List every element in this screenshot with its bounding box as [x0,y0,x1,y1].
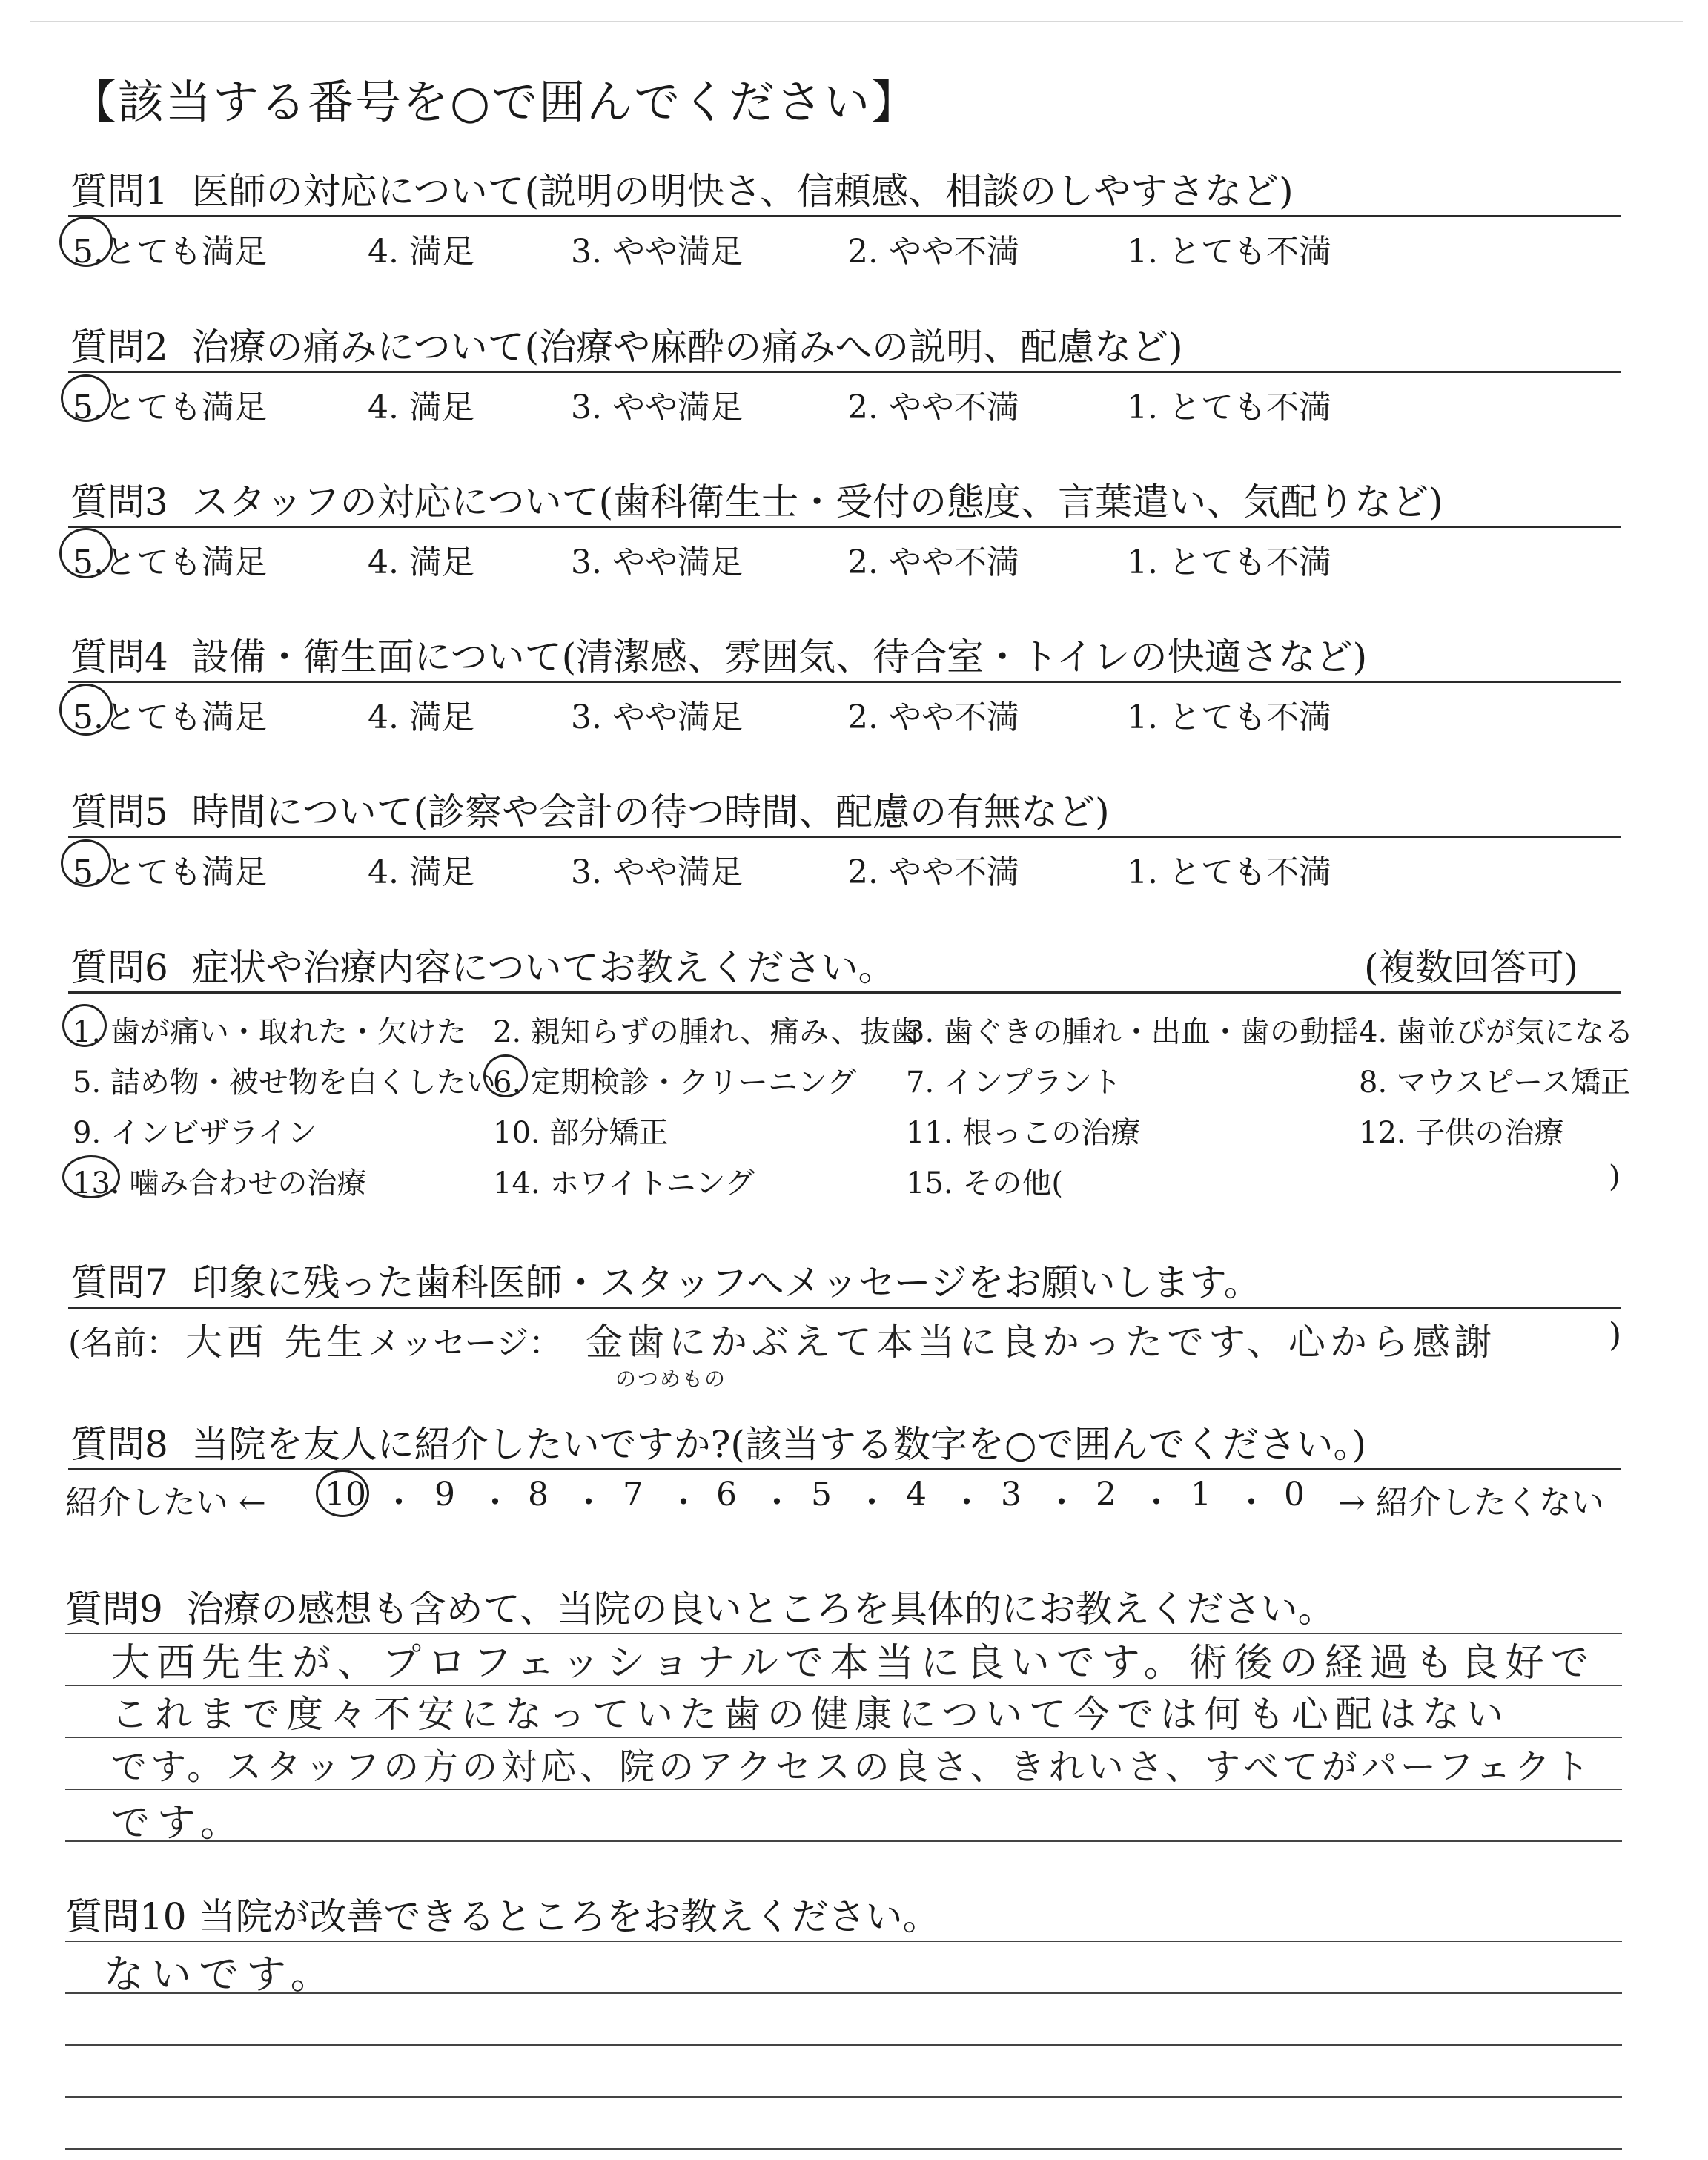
scan-edge-line [30,21,1683,22]
q1-option-4[interactable]: 4. 満足 [368,233,474,271]
q8-scale-3[interactable]: 3 [1001,1476,1022,1513]
q9-label: 質問9 [65,1588,163,1631]
q6-option-2[interactable]: 2. 親知らずの腫れ、痛み、抜歯 [493,1015,920,1049]
q1-divider [68,215,1621,217]
q6-option-15[interactable]: 15. その他( [906,1166,1063,1200]
q1-option-3[interactable]: 3. やや満足 [571,233,743,271]
q1-label: 質問1 [70,170,168,213]
q5-label: 質問5 [70,790,168,833]
q3-text: スタッフの対応について(歯科衛生士・受付の態度、言葉遣い、気配りなど) [191,480,1443,524]
q4-option-2[interactable]: 2. やや不満 [847,698,1019,736]
q1-option-5[interactable]: 5.とても満足 [73,233,267,271]
q5-heading [70,782,1110,836]
q3-label: 質問3 [70,480,168,524]
q10-line-3 [65,2044,1622,2046]
q7-close-paren: ) [1609,1316,1622,1354]
q5-option-3[interactable]: 3. やや満足 [571,853,743,891]
q2-option-4[interactable]: 4. 満足 [368,389,474,426]
q6-multi-answer-note: (複数回答可) [1364,946,1579,989]
q8-left-label: 紹介したい ← [65,1484,266,1522]
q1-option-1[interactable]: 1. とても不満 [1127,233,1331,271]
q2-selection-circle [61,374,111,422]
q8-scale-sep: ・ [855,1484,888,1522]
q6-selection-circle-6 [483,1054,528,1097]
q5-option-4[interactable]: 4. 満足 [368,853,474,891]
q8-scale-sep: ・ [1235,1484,1268,1522]
q7-message-label: メッセージ： [368,1324,562,1362]
q7-divider [68,1307,1621,1309]
q9-answer-line-1[interactable]: 大西先生が、プロフェッショナルで本当に良いです。術後の経過も良好で [111,1641,1596,1685]
q4-text: 設備・衛生面について(清潔感、雰囲気、待合室・トイレの快適さなど) [191,635,1368,678]
q7-label: 質問7 [70,1261,168,1304]
q6-label: 質問6 [70,946,168,989]
q8-scale-7[interactable]: 7 [623,1476,643,1513]
q6-option-12[interactable]: 12. 子供の治療 [1359,1116,1564,1150]
q3-selection-circle [59,528,113,578]
q4-option-4[interactable]: 4. 満足 [368,698,474,736]
q4-option-3[interactable]: 3. やや満足 [571,698,743,736]
q2-label: 質問2 [70,326,168,369]
q8-scale-4[interactable]: 4 [906,1476,927,1513]
q6-option-7[interactable]: 7. インプラント [906,1066,1122,1100]
q7-name-label: (名前： [68,1324,179,1362]
page-title: 【該当する番号を○で囲んでください】 [70,75,919,129]
q8-scale-sep: ・ [479,1484,512,1522]
q4-option-1[interactable]: 1. とても不満 [1127,698,1331,736]
q2-option-1[interactable]: 1. とても不満 [1127,389,1331,426]
q8-divider [68,1468,1621,1470]
q10-line-4 [65,2096,1622,2098]
q5-option-1[interactable]: 1. とても不満 [1127,853,1331,891]
q4-option-5[interactable]: 5.とても満足 [73,698,267,736]
q10-answer-line-1[interactable]: ないです。 [104,1951,338,1998]
q1-heading [70,162,1294,215]
q6-option-10[interactable]: 10. 部分矯正 [493,1116,669,1150]
q8-scale-sep: ・ [667,1484,700,1522]
q3-option-4[interactable]: 4. 満足 [368,544,474,581]
q1-selection-circle [59,217,113,267]
q8-scale-sep: ・ [761,1484,793,1522]
q8-scale-5[interactable]: 5 [811,1476,832,1513]
q6-divider [68,991,1621,994]
q3-option-3[interactable]: 3. やや満足 [571,544,743,581]
q6-selection-circle-1 [62,1004,107,1047]
q6-option-13[interactable]: 13. 噛み合わせの治療 [73,1166,367,1200]
q2-option-5[interactable]: 5.とても満足 [73,389,267,426]
q8-selection-circle [316,1470,369,1517]
q9-answer-line-3[interactable]: です。スタッフの方の対応、院のアクセスの良さ、きれいさ、すべてがパーフェクト [111,1746,1594,1788]
q8-scale-9[interactable]: 9 [434,1476,455,1513]
q8-right-label: → 紹介したくない [1338,1484,1604,1522]
q6-option-4[interactable]: 4. 歯並びが気になる [1359,1015,1634,1049]
q1-text: 医師の対応について(説明の明快さ、信頼感、相談のしやすさなど) [191,170,1294,213]
q9-answer-line-4[interactable]: です。 [111,1801,246,1846]
q3-option-5[interactable]: 5.とても満足 [73,544,267,581]
q6-option-14[interactable]: 14. ホワイトニング [493,1166,755,1200]
q6-option-6[interactable]: 6. 定期検診・クリーニング [493,1066,857,1100]
q6-option-3[interactable]: 3. 歯ぐきの腫れ・出血・歯の動揺 [906,1015,1359,1049]
q8-heading [70,1415,1366,1468]
q8-scale-sep: ・ [572,1484,605,1522]
q8-scale-2[interactable]: 2 [1096,1476,1116,1513]
q5-divider [68,836,1621,838]
q6-option-8[interactable]: 8. マウスピース矯正 [1359,1066,1631,1100]
q6-selection-circle-13 [62,1155,120,1198]
q6-option-1[interactable]: 1. 歯が痛い・取れた・欠けた [73,1015,466,1049]
q6-text: 症状や治療内容についてお教えください。 [191,946,896,989]
q4-label: 質問4 [70,635,168,678]
q8-label: 質問8 [70,1423,168,1466]
q6-option-11[interactable]: 11. 根っこの治療 [906,1116,1141,1150]
q1-option-2[interactable]: 2. やや不満 [847,233,1019,271]
q2-divider [68,371,1621,373]
q8-scale-sep: ・ [1045,1484,1078,1522]
q9-answer-line-2[interactable]: これまで度々不安になっていた歯の健康について今では何も心配はない [111,1693,1510,1736]
q6-heading [70,938,896,991]
q5-option-5[interactable]: 5.とても満足 [73,853,267,891]
q8-scale-sep: ・ [1140,1484,1173,1522]
q8-scale-1[interactable]: 1 [1191,1476,1211,1513]
q8-scale-0[interactable]: 0 [1284,1476,1305,1513]
q7-message-annotation: のつめもの [615,1367,727,1391]
q2-heading [70,317,1183,371]
q7-heading [70,1253,1261,1307]
q10-line-5 [65,2148,1622,2150]
q3-divider [68,526,1621,528]
q5-text: 時間について(診察や会計の待つ時間、配慮の有無など) [191,790,1110,833]
q3-heading [70,472,1443,526]
q6-option-9[interactable]: 9. インビザライン [73,1116,317,1150]
q8-scale-sep: ・ [383,1484,415,1522]
q10-line-1 [65,1941,1622,1942]
q2-option-2[interactable]: 2. やや不満 [847,389,1019,426]
q10-heading [65,1887,940,1941]
q9-heading [65,1579,1335,1633]
q8-text: 当院を友人に紹介したいですか?(該当する数字を○で囲んでください。) [191,1423,1367,1466]
q7-text: 印象に残った歯科医師・スタッフへメッセージをお願いします。 [191,1261,1261,1304]
q4-heading [70,627,1367,681]
q8-scale-sep: ・ [950,1484,983,1522]
q4-selection-circle [59,684,113,736]
q8-scale-10[interactable]: 10 [325,1476,366,1513]
q6-option-5[interactable]: 5. 詰め物・被せ物を白くしたい [73,1066,496,1100]
q4-divider [68,681,1621,683]
q9-line-5 [65,1840,1622,1842]
q5-option-2[interactable]: 2. やや不満 [847,853,1019,891]
q9-text: 治療の感想も含めて、当院の良いところを具体的にお教えください。 [186,1588,1335,1631]
q10-label: 質問10 [65,1895,187,1938]
q2-option-3[interactable]: 3. やや満足 [571,389,743,426]
q7-name-value[interactable]: 大西 先生 [185,1321,368,1364]
q3-option-2[interactable]: 2. やや不満 [847,544,1019,581]
q8-scale-6[interactable]: 6 [716,1476,737,1513]
q6-option-15-close-paren: ) [1609,1160,1621,1194]
q2-text: 治療の痛みについて(治療や麻酔の痛みへの説明、配慮など) [191,326,1183,369]
q5-selection-circle [61,839,111,887]
q8-scale-8[interactable]: 8 [528,1476,549,1513]
q7-message-value[interactable]: 金歯にかぶえて本当に良かったです、心から感謝 [586,1321,1496,1364]
q10-text: 当院が改善できるところをお教えください。 [198,1895,940,1938]
q3-option-1[interactable]: 1. とても不満 [1127,544,1331,581]
